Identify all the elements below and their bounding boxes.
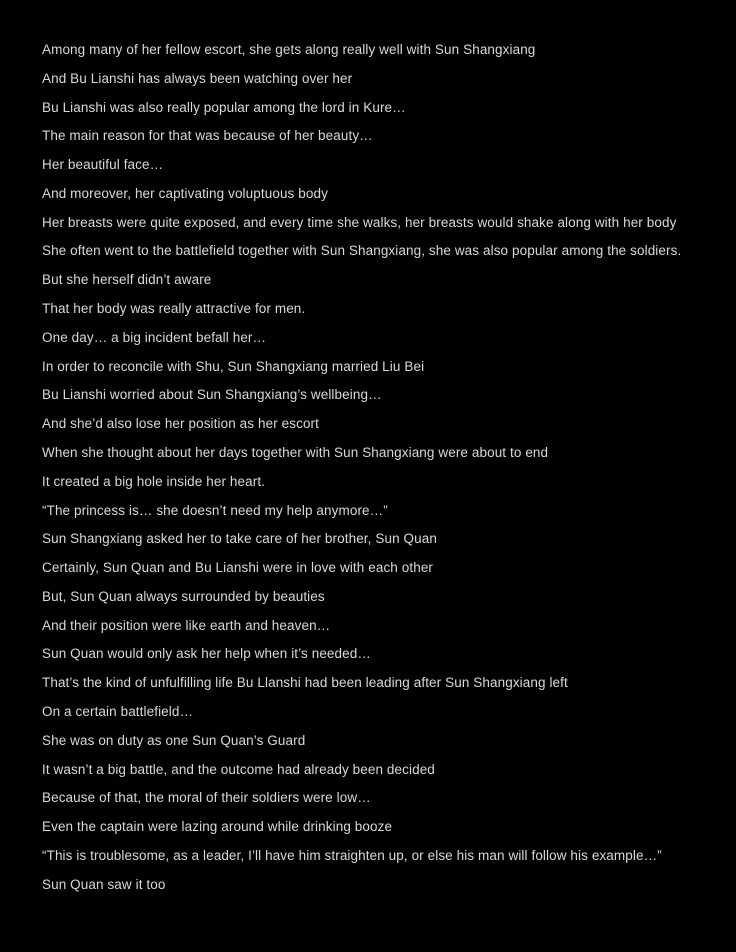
dialogue-line: It wasn’t a big battle, and the outcome had already been decided (42, 761, 435, 777)
dialogue-line: It created a big hole inside her heart. (42, 473, 266, 489)
dialogue-line: “The princess is… she doesn’t need my help anymore…” (42, 502, 388, 518)
dialogue-line: Her breasts were quite exposed, and every time she walks, her breasts would shake along with her body (42, 214, 677, 230)
dialogue-line: Sun Shangxiang asked her to take care of her brother, Sun Quan (42, 531, 437, 547)
dialogue-line: But, Sun Quan always surrounded by beauties (42, 588, 325, 604)
dialogue-line: She often went to the battlefield together with Sun Shangxiang, she was also popular among the soldiers. (42, 243, 682, 259)
dialogue-line: Certainly, Sun Quan and Bu Lianshi were in love with each other (42, 560, 434, 576)
dialogue-line: Sun Quan saw it too (42, 876, 166, 892)
dialogue-line: One day… a big incident befall her… (42, 329, 267, 345)
dialogue-line: And Bu Lianshi has always been watching over her (42, 70, 353, 86)
dialogue-line: In order to reconcile with Shu, Sun Shangxiang married Liu Bei (42, 358, 425, 374)
dialogue-line: Bu Lianshi worried about Sun Shangxiang’s wellbeing… (42, 387, 382, 403)
dialogue-line: Even the captain were lazing around while drinking booze (42, 819, 393, 835)
dialogue-line: The main reason for that was because of her beauty… (42, 128, 373, 144)
dialogue-line: Among many of her fellow escort, she gets along really well with Sun Shangxiang (42, 42, 536, 57)
dialogue-line: That’s the kind of unfulfilling life Bu Llanshi had been leading after Sun Shangxiang left (42, 675, 568, 691)
dialogue-line: When she thought about her days together with Sun Shangxiang were about to end (42, 444, 549, 460)
dialogue-line: On a certain battlefield… (42, 703, 194, 719)
dialogue-line: “This is troublesome, as a leader, I’ll have him straighten up, or else his man will follow his example…” (42, 847, 662, 863)
dialogue-log (42, 36, 716, 899)
dialogue-line: And their position were like earth and heaven… (42, 617, 331, 633)
dialogue-line: That her body was really attractive for men. (42, 301, 306, 317)
dialogue-line: She was on duty as one Sun Quan’s Guard (42, 732, 306, 748)
dialogue-line: But she herself didn’t aware (42, 272, 212, 288)
dialogue-line: Her beautiful face… (42, 157, 164, 173)
dialogue-line: Bu Lianshi was also really popular among the lord in Kure… (42, 99, 406, 115)
dialogue-line: Sun Quan would only ask her help when it’s needed… (42, 646, 371, 662)
dialogue-line: Because of that, the moral of their soldiers were low… (42, 790, 371, 806)
dialogue-line: And moreover, her captivating voluptuous body (42, 185, 328, 201)
dialogue-line: And she’d also lose her position as her escort (42, 416, 320, 432)
